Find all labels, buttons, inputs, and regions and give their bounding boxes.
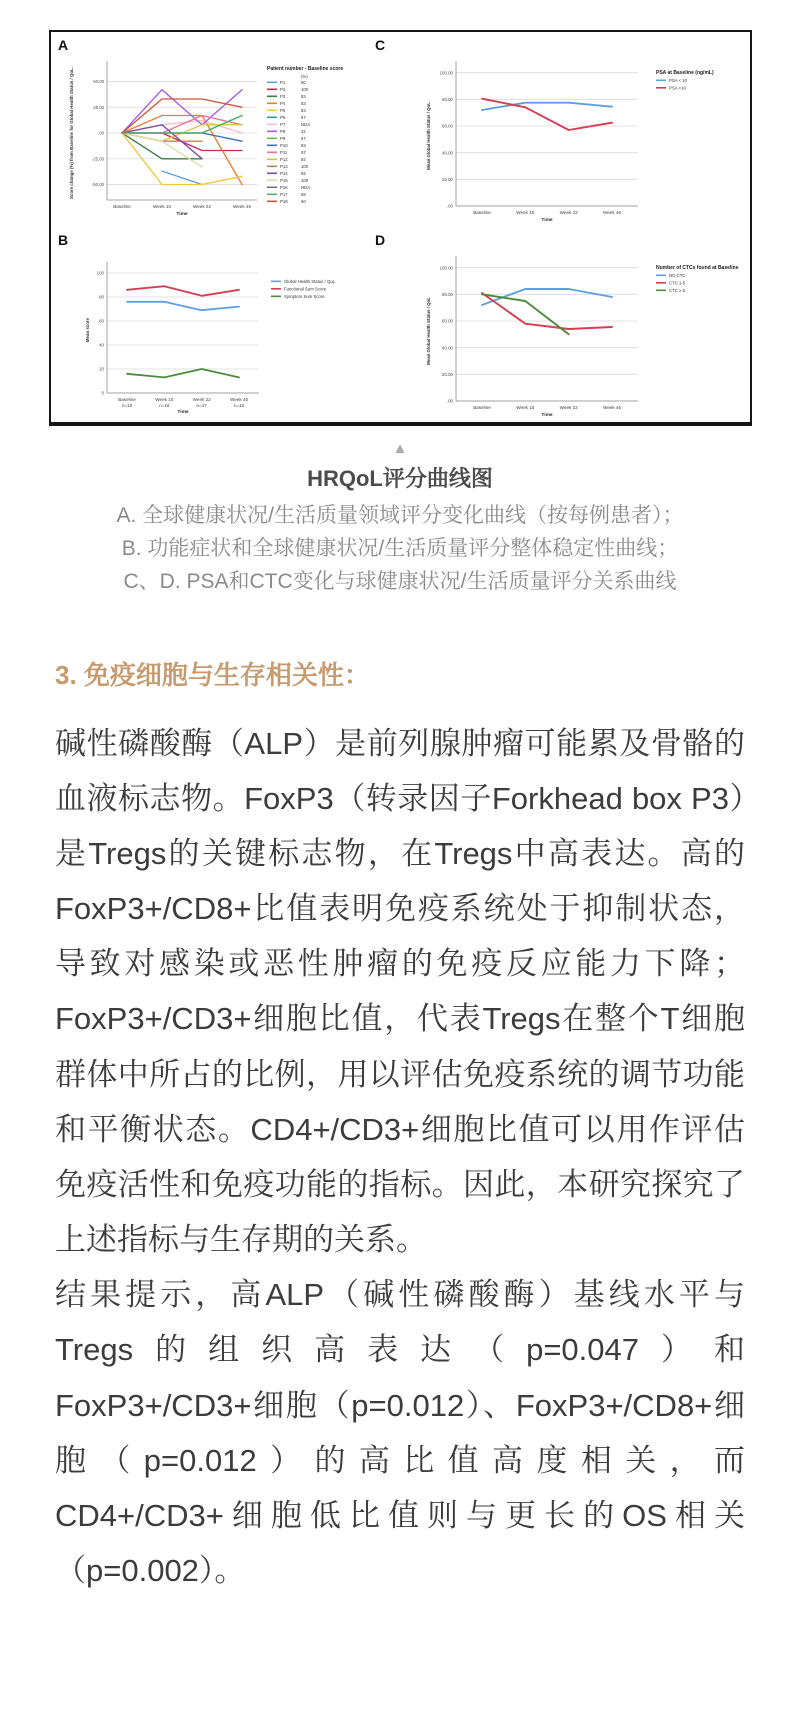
svg-text:n=16: n=16 [158,403,170,408]
svg-text:83: 83 [300,101,306,106]
svg-text:Week 46: Week 46 [232,204,251,209]
svg-text:42: 42 [300,129,306,134]
svg-text:50: 50 [300,80,306,85]
svg-text:100.00: 100.00 [439,265,453,271]
chart-d-svg [368,227,750,422]
body-paragraph-1: 碱性磷酸酶（ALP）是前列腺肿瘤可能累及骨骼的血液标志物。FoxP3（转录因子Forkhead box P3）是Tregs的关键标志物，在Tregs中高表达。高的FoxP3+/CD8+比值表明免疫系统处于抑制状态，导致对感染或恶性肿瘤的免疫反应能力下降；FoxP3+/CD3+细胞比值，代表Tregs在整个T细胞群体中所占的比例，用以评估免疫系统的调节功能和平衡状态。CD4+/CD3+细胞比值可以用作评估免疫活性和免疫功能的指标。因此，本研究探究了上述指标与生存期的关系。 [55,725,745,1258]
svg-text:P6: P6 [279,115,285,120]
svg-text:-25.00: -25.00 [91,156,104,162]
svg-text:NDA: NDA [300,122,310,127]
svg-text:P8: P8 [279,129,285,134]
svg-text:P10: P10 [279,143,288,148]
svg-text:Week 22: Week 22 [559,405,578,410]
svg-text:Time: Time [175,212,188,217]
svg-text:Week 10: Week 10 [515,210,534,215]
svg-text:.00: .00 [446,203,453,209]
svg-text:D: D [374,232,385,248]
svg-text:Score change (%) from Baseline: Score change (%) from Baseline for Global Health Status / QoL. [68,67,74,199]
svg-text:Week 22: Week 22 [192,204,211,209]
svg-text:P7: P7 [279,122,285,127]
svg-text:50.00: 50.00 [92,79,104,85]
svg-text:58: 58 [300,192,306,197]
svg-text:Week 22: Week 22 [559,210,578,215]
svg-text:67: 67 [300,115,306,120]
svg-text:P13: P13 [279,164,288,169]
chart-panel-c [368,32,750,227]
svg-text:Week 10: Week 10 [152,204,171,209]
chart-a-svg [51,32,368,227]
svg-text:P3: P3 [279,94,285,99]
svg-text:P14: P14 [279,171,288,176]
svg-text:P18: P18 [279,199,288,204]
svg-text:PSA >10: PSA >10 [668,85,686,91]
svg-text:Time: Time [540,218,553,223]
svg-text:Mean Global Health Status / Qo: Mean Global Health Status / QoL [425,102,431,170]
svg-text:NO CTC: NO CTC [668,273,685,278]
svg-text:Week 46: Week 46 [602,405,621,410]
svg-text:80.00: 80.00 [441,96,453,102]
svg-text:.00: .00 [446,398,453,404]
svg-text:100: 100 [300,178,308,183]
svg-text:P1: P1 [279,80,285,85]
svg-text:P5: P5 [279,108,285,113]
svg-text:(%): (%) [300,74,308,79]
svg-text:-50.00: -50.00 [91,182,104,188]
svg-text:60: 60 [98,318,104,324]
svg-text:P2: P2 [279,87,285,92]
svg-text:CTC ≥ 5: CTC ≥ 5 [668,288,685,293]
svg-text:CTC 1-5: CTC 1-5 [668,280,685,286]
svg-text:Baseline: Baseline [472,210,491,215]
svg-text:60.00: 60.00 [441,318,453,324]
body-paragraph-2: 结果提示，高ALP（碱性磷酸酶）基线水平与Tregs的组织高表达（p=0.047）和FoxP3+/CD3+细胞（p=0.012）、FoxP3+/CD8+细胞（p=0.012）的高比值高度相关，而CD4+/CD3+细胞低比值则与更长的OS相关（p=0.002）。 [55,1277,745,1589]
svg-text:A: A [57,37,68,53]
svg-text:50: 50 [300,199,306,204]
svg-text:n=17: n=17 [195,403,207,408]
svg-text:40.00: 40.00 [441,150,453,156]
svg-text:60.00: 60.00 [441,123,453,129]
svg-text:Time: Time [540,413,553,418]
svg-text:83: 83 [300,143,306,148]
svg-text:n=16: n=16 [121,403,132,408]
svg-text:92: 92 [300,157,306,162]
svg-text:40: 40 [98,342,104,348]
svg-text:P11: P11 [279,150,287,155]
svg-text:P12: P12 [279,157,288,162]
chart-panel-d [368,227,750,422]
svg-text:80: 80 [98,294,104,300]
svg-text:40.00: 40.00 [441,345,453,351]
svg-text:B: B [57,232,68,248]
svg-text:92: 92 [300,171,306,176]
svg-text:Baseline: Baseline [112,204,131,209]
svg-text:Patient number - Baseline scor: Patient number - Baseline score [266,66,343,72]
svg-text:Week 10: Week 10 [515,405,534,410]
svg-text:P15: P15 [279,178,288,183]
svg-text:Week 10: Week 10 [154,397,173,402]
figure-caption-line-b: B. 功能症状和全球健康状况/生活质量评分整体稳定性曲线； [121,537,679,561]
svg-text:100: 100 [96,270,104,276]
svg-text:25.00: 25.00 [92,104,104,110]
svg-text:P16: P16 [279,185,288,190]
svg-text:20.00: 20.00 [441,371,453,377]
svg-text:20.00: 20.00 [441,176,453,182]
svg-text:PSA at Baseline (ng/mL): PSA at Baseline (ng/mL) [655,70,714,76]
svg-text:Week 46: Week 46 [602,210,621,215]
svg-text:Baseline: Baseline [472,405,491,410]
svg-text:P9: P9 [279,136,285,141]
figure-caption-title: HRQoL评分曲线图 [307,466,493,491]
figure-caption-line-cd: C、D. PSA和CTC变化与球健康状况/生活质量评分关系曲线 [123,570,677,594]
svg-text:100: 100 [300,164,308,169]
svg-text:Symptom Sum Score: Symptom Sum Score [283,294,325,299]
svg-text:P4: P4 [279,101,285,106]
up-triangle-icon: ▲ [392,440,408,457]
svg-text:20: 20 [98,366,104,372]
svg-text:67: 67 [300,150,306,155]
svg-text:Global Health Status / QoL: Global Health Status / QoL [283,279,335,284]
svg-text:Mean Global Health Status / Qo: Mean Global Health Status / QoL [425,297,431,365]
svg-text:Week 46: Week 46 [229,397,248,402]
svg-text:Number of CTCs found at Baseli: Number of CTCs found at Baseline [655,265,739,271]
figure-hrqol-curves [49,30,752,426]
figure-caption-line-a: A. 全球健康状况/生活质量领域评分变化曲线（按每例患者）； [116,504,684,527]
svg-text:67: 67 [300,136,306,141]
chart-c-svg [368,32,750,227]
svg-text:.00: .00 [97,130,104,136]
section-heading: 3. 免疫细胞与生存相关性： [55,659,370,690]
svg-text:P17: P17 [279,192,288,197]
chart-panel-b [51,227,368,422]
svg-text:100: 100 [300,87,308,92]
svg-text:C: C [374,37,385,53]
svg-text:Time: Time [176,410,189,415]
svg-text:Week 22: Week 22 [192,397,211,402]
svg-text:NDA: NDA [300,185,310,190]
svg-text:0: 0 [101,390,104,396]
svg-text:83: 83 [300,94,306,99]
svg-text:Baseline: Baseline [117,397,136,402]
svg-text:Mean score: Mean score [84,317,90,343]
chart-b-svg [51,227,368,422]
svg-text:83: 83 [300,108,306,113]
svg-text:80.00: 80.00 [441,291,453,297]
svg-text:100.00: 100.00 [439,70,453,76]
body-text [0,716,800,1599]
svg-text:PSA < 10: PSA < 10 [668,78,687,83]
svg-text:Functional Sum Score: Functional Sum Score [283,286,326,292]
svg-text:n=12: n=12 [233,403,244,408]
chart-panel-a [51,32,368,227]
